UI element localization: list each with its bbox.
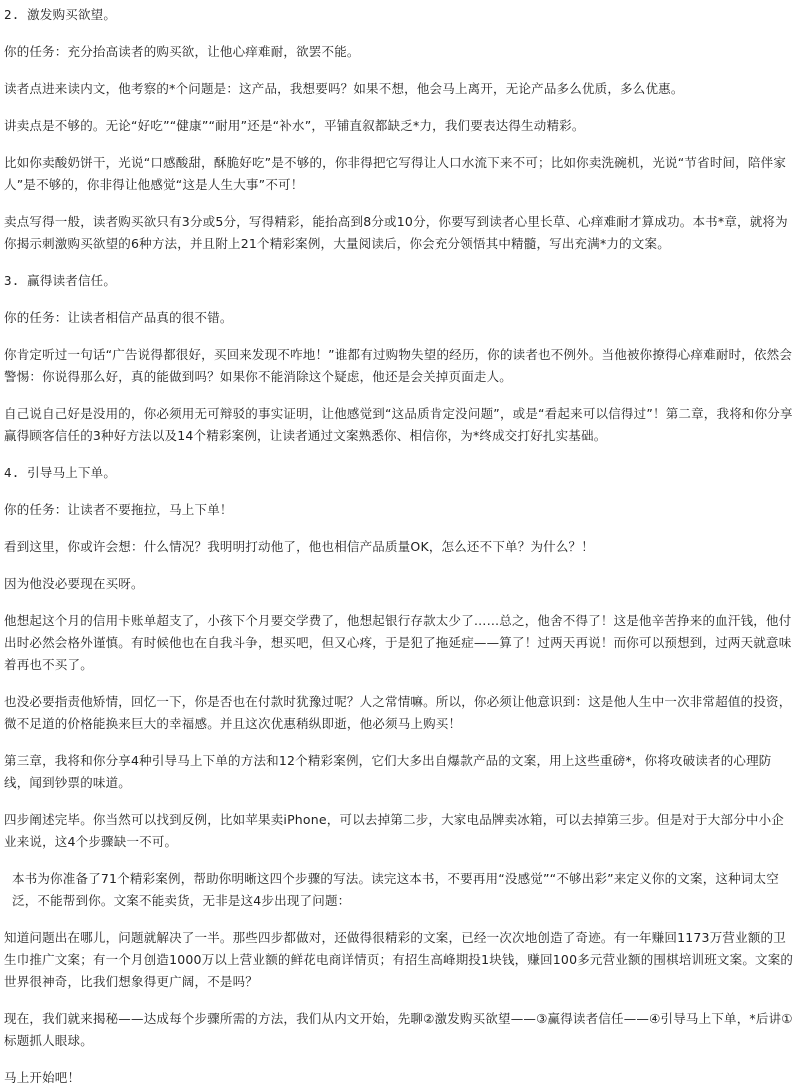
body-paragraph: 四步阐述完毕。你当然可以找到反例，比如苹果卖iPhone，可以去掉第二步，大家电品牌卖冰箱，可以去掉第三步。但是对于大部分中小企业来说，这4个步骤缺一不可。	[4, 812, 784, 849]
task-paragraph-2: 你的任务：充分抬高读者的购买欲，让他心痒难耐，欲罢不能。	[4, 44, 360, 59]
closing-line: 马上开始吧！	[4, 1070, 81, 1085]
body-paragraph: 讲卖点是不够的。无论“好吃”“健康”“耐用”还是“补水”，平铺直叙都缺乏*力，我们要表达得生动精彩。	[4, 118, 585, 133]
body-paragraph: 本书为你准备了71个精彩案例，帮助你明晰这四个步骤的写法。读完这本书，不要再用“没感觉”“不够出彩”来定义你的文案，这种词太空泛，不能帮到你。文案不能卖货，无非是这4步出现了问题：	[12, 871, 779, 908]
task-paragraph-3: 你的任务：让读者相信产品真的很不错。	[4, 310, 233, 325]
body-paragraph: 现在，我们就来揭秘——达成每个步骤所需的方法，我们从内文开始，先聊②激发购买欲望——③赢得读者信任——④引导马上下单，*后讲①标题抓人眼球。	[4, 1011, 793, 1048]
section-heading-4: 4. 引导马上下单。	[4, 465, 117, 480]
body-paragraph: 比如你卖酸奶饼干，光说“口感酸甜，酥脆好吃”是不够的，你非得把它写得让人口水流下来不可；比如你卖洗碗机，光说“节省时间，陪伴家人”是不够的，你非得让他感觉“这是人生大事”不可！	[4, 155, 787, 192]
body-paragraph: 第三章，我将和你分享4种引导马上下单的方法和12个精彩案例，它们大多出自爆款产品的文案，用上这些重磅*，你将攻破读者的心理防线，闻到钞票的味道。	[4, 753, 772, 790]
body-paragraph: 读者点进来读内文，他考察的*个问题是：这产品，我想要吗？如果不想，他会马上离开，无论产品多么优质，多么优惠。	[4, 81, 684, 96]
body-paragraph: 你肯定听过一句话“广告说得都很好，买回来发现不咋地！”谁都有过购物失望的经历，你的读者也不例外。当他被你撩得心痒难耐时，依然会警惕：你说得那么好，真的能做到吗？如果你不能消除这个疑虑，他还是会关掉页面走人。	[4, 347, 793, 384]
body-paragraph: 自己说自己好是没用的，你必须用无可辩驳的事实证明，让他感觉到“这品质肯定没问题”，或是“看起来可以信得过”！第二章，我将和你分享赢得顾客信任的3种好方法以及14个精彩案例，让读者通过文案熟悉你、相信你，为*终成交打好扎实基础。	[4, 406, 793, 443]
section-heading-3: 3. 赢得读者信任。	[4, 273, 117, 288]
body-paragraph: 因为他没必要现在买呀。	[4, 576, 144, 591]
body-paragraph: 他想起这个月的信用卡账单超支了，小孩下个月要交学费了，他想起银行存款太少了……总之，他舍不得了！这是他辛苦挣来的血汗钱，他付出时必然会格外谨慎。有时候他也在自我斗争，想买吧，但又心疼，于是犯了拖延症——算了！过两天再说！而你可以预想到，过两天就意味着再也不买了。	[4, 613, 792, 672]
body-paragraph: 知道问题出在哪儿，问题就解决了一半。那些四步都做对，还做得很精彩的文案，已经一次次地创造了奇迹。有一年赚回1173万营业额的卫生巾推广文案；有一个月创造1000万以上营业额的鲜花电商详情页；有招生高峰期投1块钱，赚回100多元营业额的围棋培训班文案。文案的世界很神奇，比我们想象得更广阔，不是吗？	[4, 930, 794, 989]
body-paragraph: 也没必要指责他矫情，回忆一下，你是否也在付款时犹豫过呢？人之常情嘛。所以，你必须让他意识到：这是他人生中一次非常超值的投资，微不足道的价格能换来巨大的幸福感。并且这次优惠稍纵即逝，他必须马上购买！	[4, 694, 792, 731]
body-paragraph: 卖点写得一般，读者购买欲只有3分或5分，写得精彩，能抬高到8分或10分，你要写到读者心里长草、心痒难耐才算成功。本书*章，就将为你揭示刺激购买欲望的6种方法，并且附上21个精彩案例，大量阅读后，你会充分领悟其中精髓，写出充满*力的文案。	[4, 214, 788, 251]
body-paragraph: 看到这里，你或许会想：什么情况？我明明打动他了，他也相信产品质量OK，怎么还不下单？为什么？！	[4, 539, 594, 554]
task-paragraph-4: 你的任务：让读者不要拖拉，马上下单！	[4, 502, 233, 517]
section-heading-2: 2. 激发购买欲望。	[4, 7, 117, 22]
